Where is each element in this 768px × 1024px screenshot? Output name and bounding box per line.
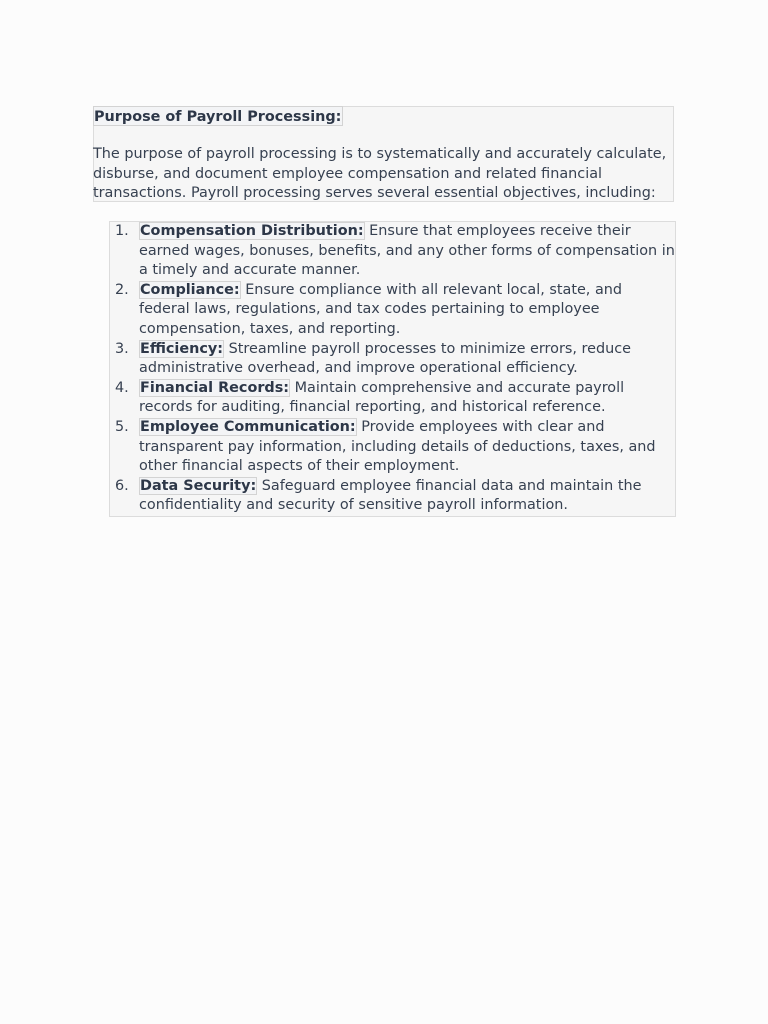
intro-paragraph: The purpose of payroll processing is to systematically and accurately calculate, disburse, and document employee compensation and related financial transactions. Payroll processing serves several essential objectives, including: [93, 146, 667, 201]
list-item-text: Ensure that employees receive their earned wages, bonuses, benefits, and any other forms of compensation in a timely and accurate manner. [139, 223, 675, 279]
list-item-title: Data Security: [140, 477, 257, 494]
list-item-number: 5. [115, 418, 129, 435]
list-item-title: Efficiency: [140, 340, 224, 357]
list-item-text: Provide employees with clear and transparent pay information, including details of deductions, taxes, and other financial aspects of their employment. [139, 418, 656, 475]
list-item [109, 281, 675, 340]
list-item-text: Maintain comprehensive and accurate payroll records for auditing, financial reporting, and historical reference. [139, 379, 625, 416]
list-item [109, 477, 675, 516]
list-item-number: 4. [115, 379, 129, 396]
list-item-number: 1. [115, 223, 129, 239]
list-item-number: 6. [115, 477, 129, 494]
list-item [109, 340, 675, 379]
list-item-text: Streamline payroll processes to minimize errors, reduce administrative overhead, and improve operational efficiency. [139, 340, 631, 377]
list-item-text: Ensure compliance with all relevant local, state, and federal laws, regulations, and tax codes pertaining to employee compensation, taxes, and reporting. [139, 281, 623, 337]
list-item [109, 418, 675, 477]
list-item-title: Employee Communication: [140, 418, 356, 435]
list-item-number: 3. [115, 340, 129, 357]
list-item-title: Compensation Distribution: [140, 223, 364, 239]
section-heading: Purpose of Payroll Processing: [93, 106, 343, 126]
list-item-title: Financial Records: [140, 379, 290, 396]
list-item-text: Safeguard employee financial data and maintain the confidentiality and security of sensitive payroll information. [139, 477, 642, 514]
list-item-number: 2. [115, 281, 129, 298]
objectives-list [109, 222, 675, 516]
list-item-title: Compliance: [140, 281, 240, 298]
list-item [109, 222, 675, 281]
list-item [109, 379, 675, 418]
